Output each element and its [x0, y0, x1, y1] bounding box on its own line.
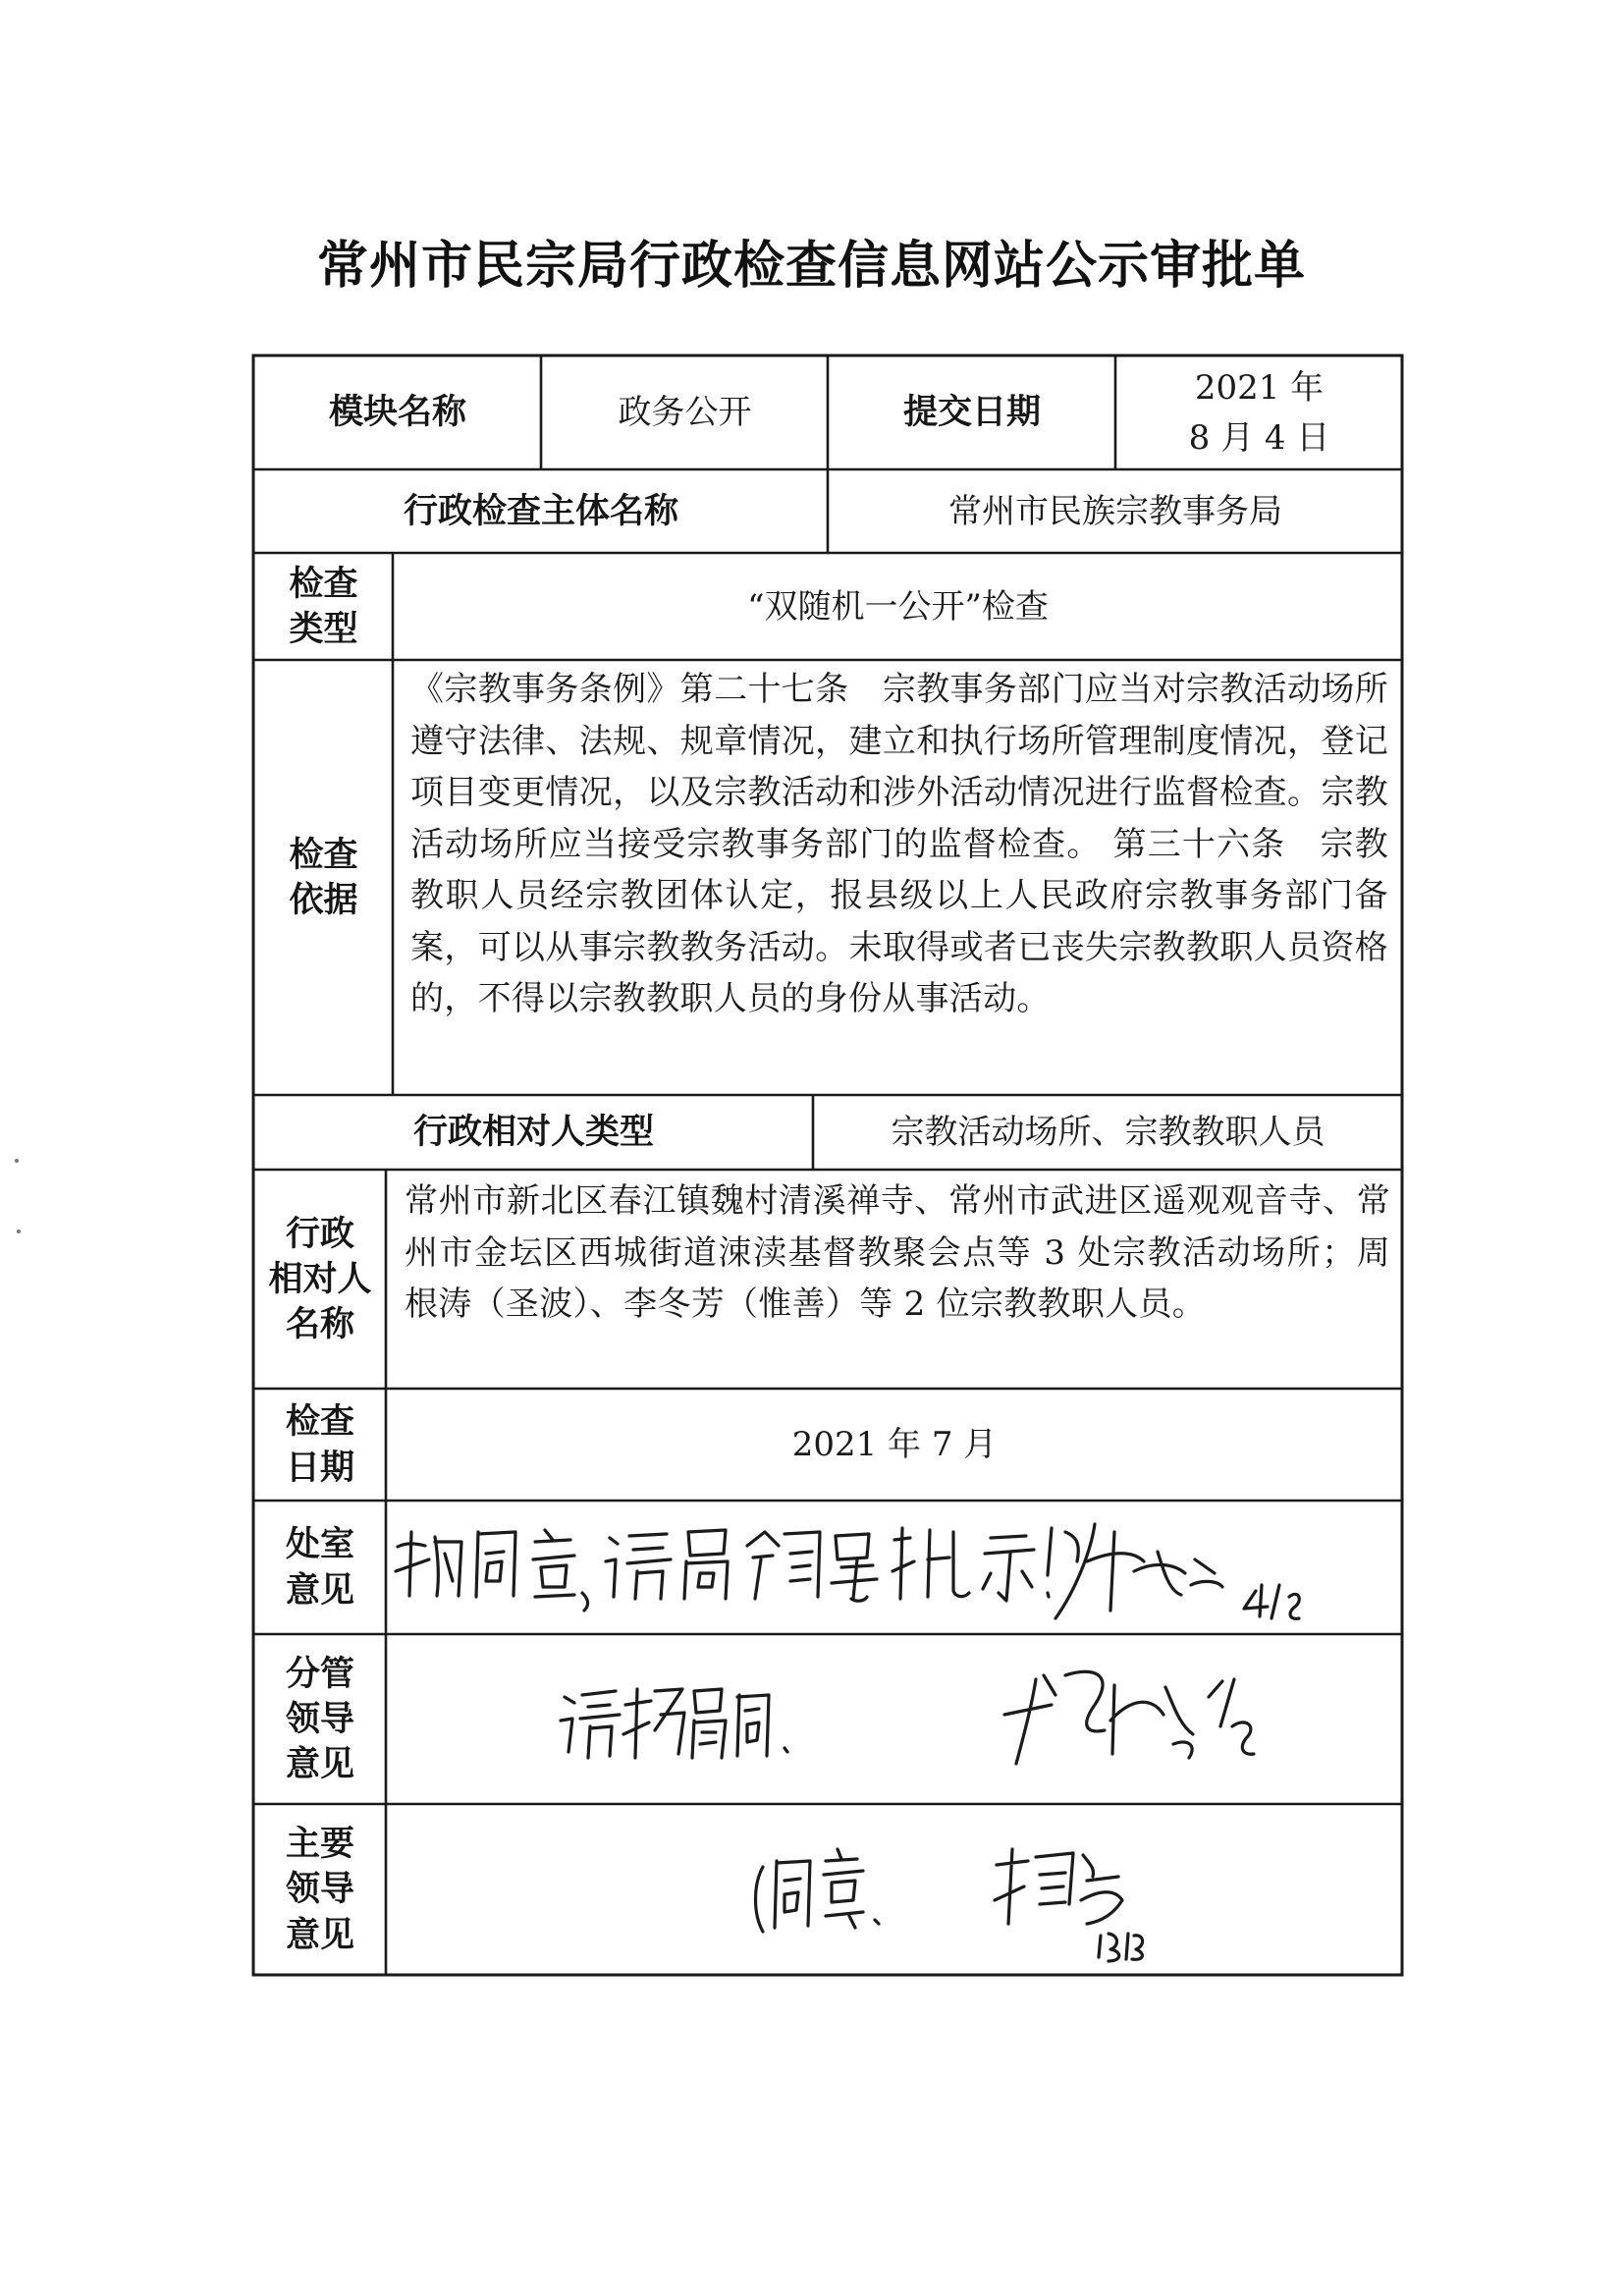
chief-opinion-label-line1: 主要 — [285, 1825, 354, 1865]
inspection-type-label-line1: 检查 — [289, 564, 358, 604]
check-date-value: 2021 年 7 月 — [791, 1425, 998, 1465]
scan-speck — [17, 1230, 21, 1233]
check-date-label-line2: 日期 — [285, 1448, 354, 1488]
counterpart-type-label: 行政相对人类型 — [412, 1113, 654, 1153]
counterpart-name-label-line1: 行政 — [285, 1214, 354, 1254]
submit-date-label: 提交日期 — [902, 393, 1041, 433]
deputy-opinion-label-line2: 领导 — [285, 1699, 354, 1739]
chief-opinion-handwriting — [388, 1806, 1401, 1974]
check-date-label — [255, 1391, 385, 1500]
office-opinion-label-line2: 意见 — [285, 1570, 354, 1611]
module-name-value: 政务公开 — [618, 393, 752, 433]
submit-date-year: 2021 年 — [1194, 367, 1325, 408]
subject-value: 常州市民族宗教事务局 — [948, 491, 1282, 531]
chief-opinion-label-line2: 领导 — [285, 1870, 354, 1910]
deputy-opinion-label-line3: 意见 — [285, 1745, 354, 1785]
inspection-type-label — [255, 555, 392, 659]
basis-label-line1: 检查 — [289, 835, 358, 875]
office-opinion-handwriting — [388, 1503, 1401, 1633]
page-title: 常州市民宗局行政检查信息网站公示审批单 — [316, 237, 1306, 296]
submit-date-value — [1117, 357, 1401, 468]
deputy-opinion-label-line1: 分管 — [285, 1654, 354, 1694]
basis-label-line2: 依据 — [289, 881, 358, 920]
module-name-label: 模块名称 — [328, 393, 466, 433]
office-opinion-label — [255, 1503, 385, 1633]
basis-text: 《宗教事务条例》第二十七条 宗教事务部门应当对宗教活动场所遵守法律、法规、规章情况，建立和执行场所管理制度情况，登记项目变更情况，以及宗教活动和涉外活动情况进行监督检查。宗教活动场所应当接受宗教事务部门的监督检查。 第三十六条 宗教教职人员经宗教团体认定，报县级以上人民政府宗教事务部门备案，可以从事宗教教务活动。未取得或者已丧失宗教教职人员资格的，不得以宗教教职人员的身份从事活动。 — [410, 670, 1388, 1018]
submit-date-day: 8 月 4 日 — [1188, 417, 1330, 458]
scan-speck — [15, 1159, 19, 1163]
deputy-opinion-label — [255, 1636, 385, 1803]
chief-opinion-label — [255, 1806, 385, 1974]
counterpart-type-value: 宗教活动场所、宗教教职人员 — [891, 1113, 1325, 1153]
chief-opinion-label-line3: 意见 — [285, 1915, 354, 1955]
inspection-type-value: “双随机一公开”检查 — [747, 586, 1049, 627]
basis-label — [255, 662, 392, 1094]
counterpart-name-label — [255, 1172, 385, 1388]
counterpart-name-label-line2: 相对人 — [268, 1259, 372, 1299]
subject-label: 行政检查主体名称 — [403, 491, 678, 531]
check-date-label-line1: 检查 — [285, 1402, 354, 1443]
office-opinion-label-line1: 处室 — [285, 1525, 354, 1565]
counterpart-name-label-line3: 名称 — [285, 1305, 354, 1345]
counterpart-name-text: 常州市新北区春江镇魏村清溪禅寺、常州市武进区遥观观音寺、常州市金坛区西城街道涑渎基督教聚会点等 3 处宗教活动场所；周根涛（圣波）、李冬芳（惟善）等 2 位宗教教职人员。 — [405, 1181, 1390, 1324]
inspection-type-label-line2: 类型 — [289, 610, 358, 649]
deputy-opinion-handwriting — [388, 1636, 1401, 1803]
